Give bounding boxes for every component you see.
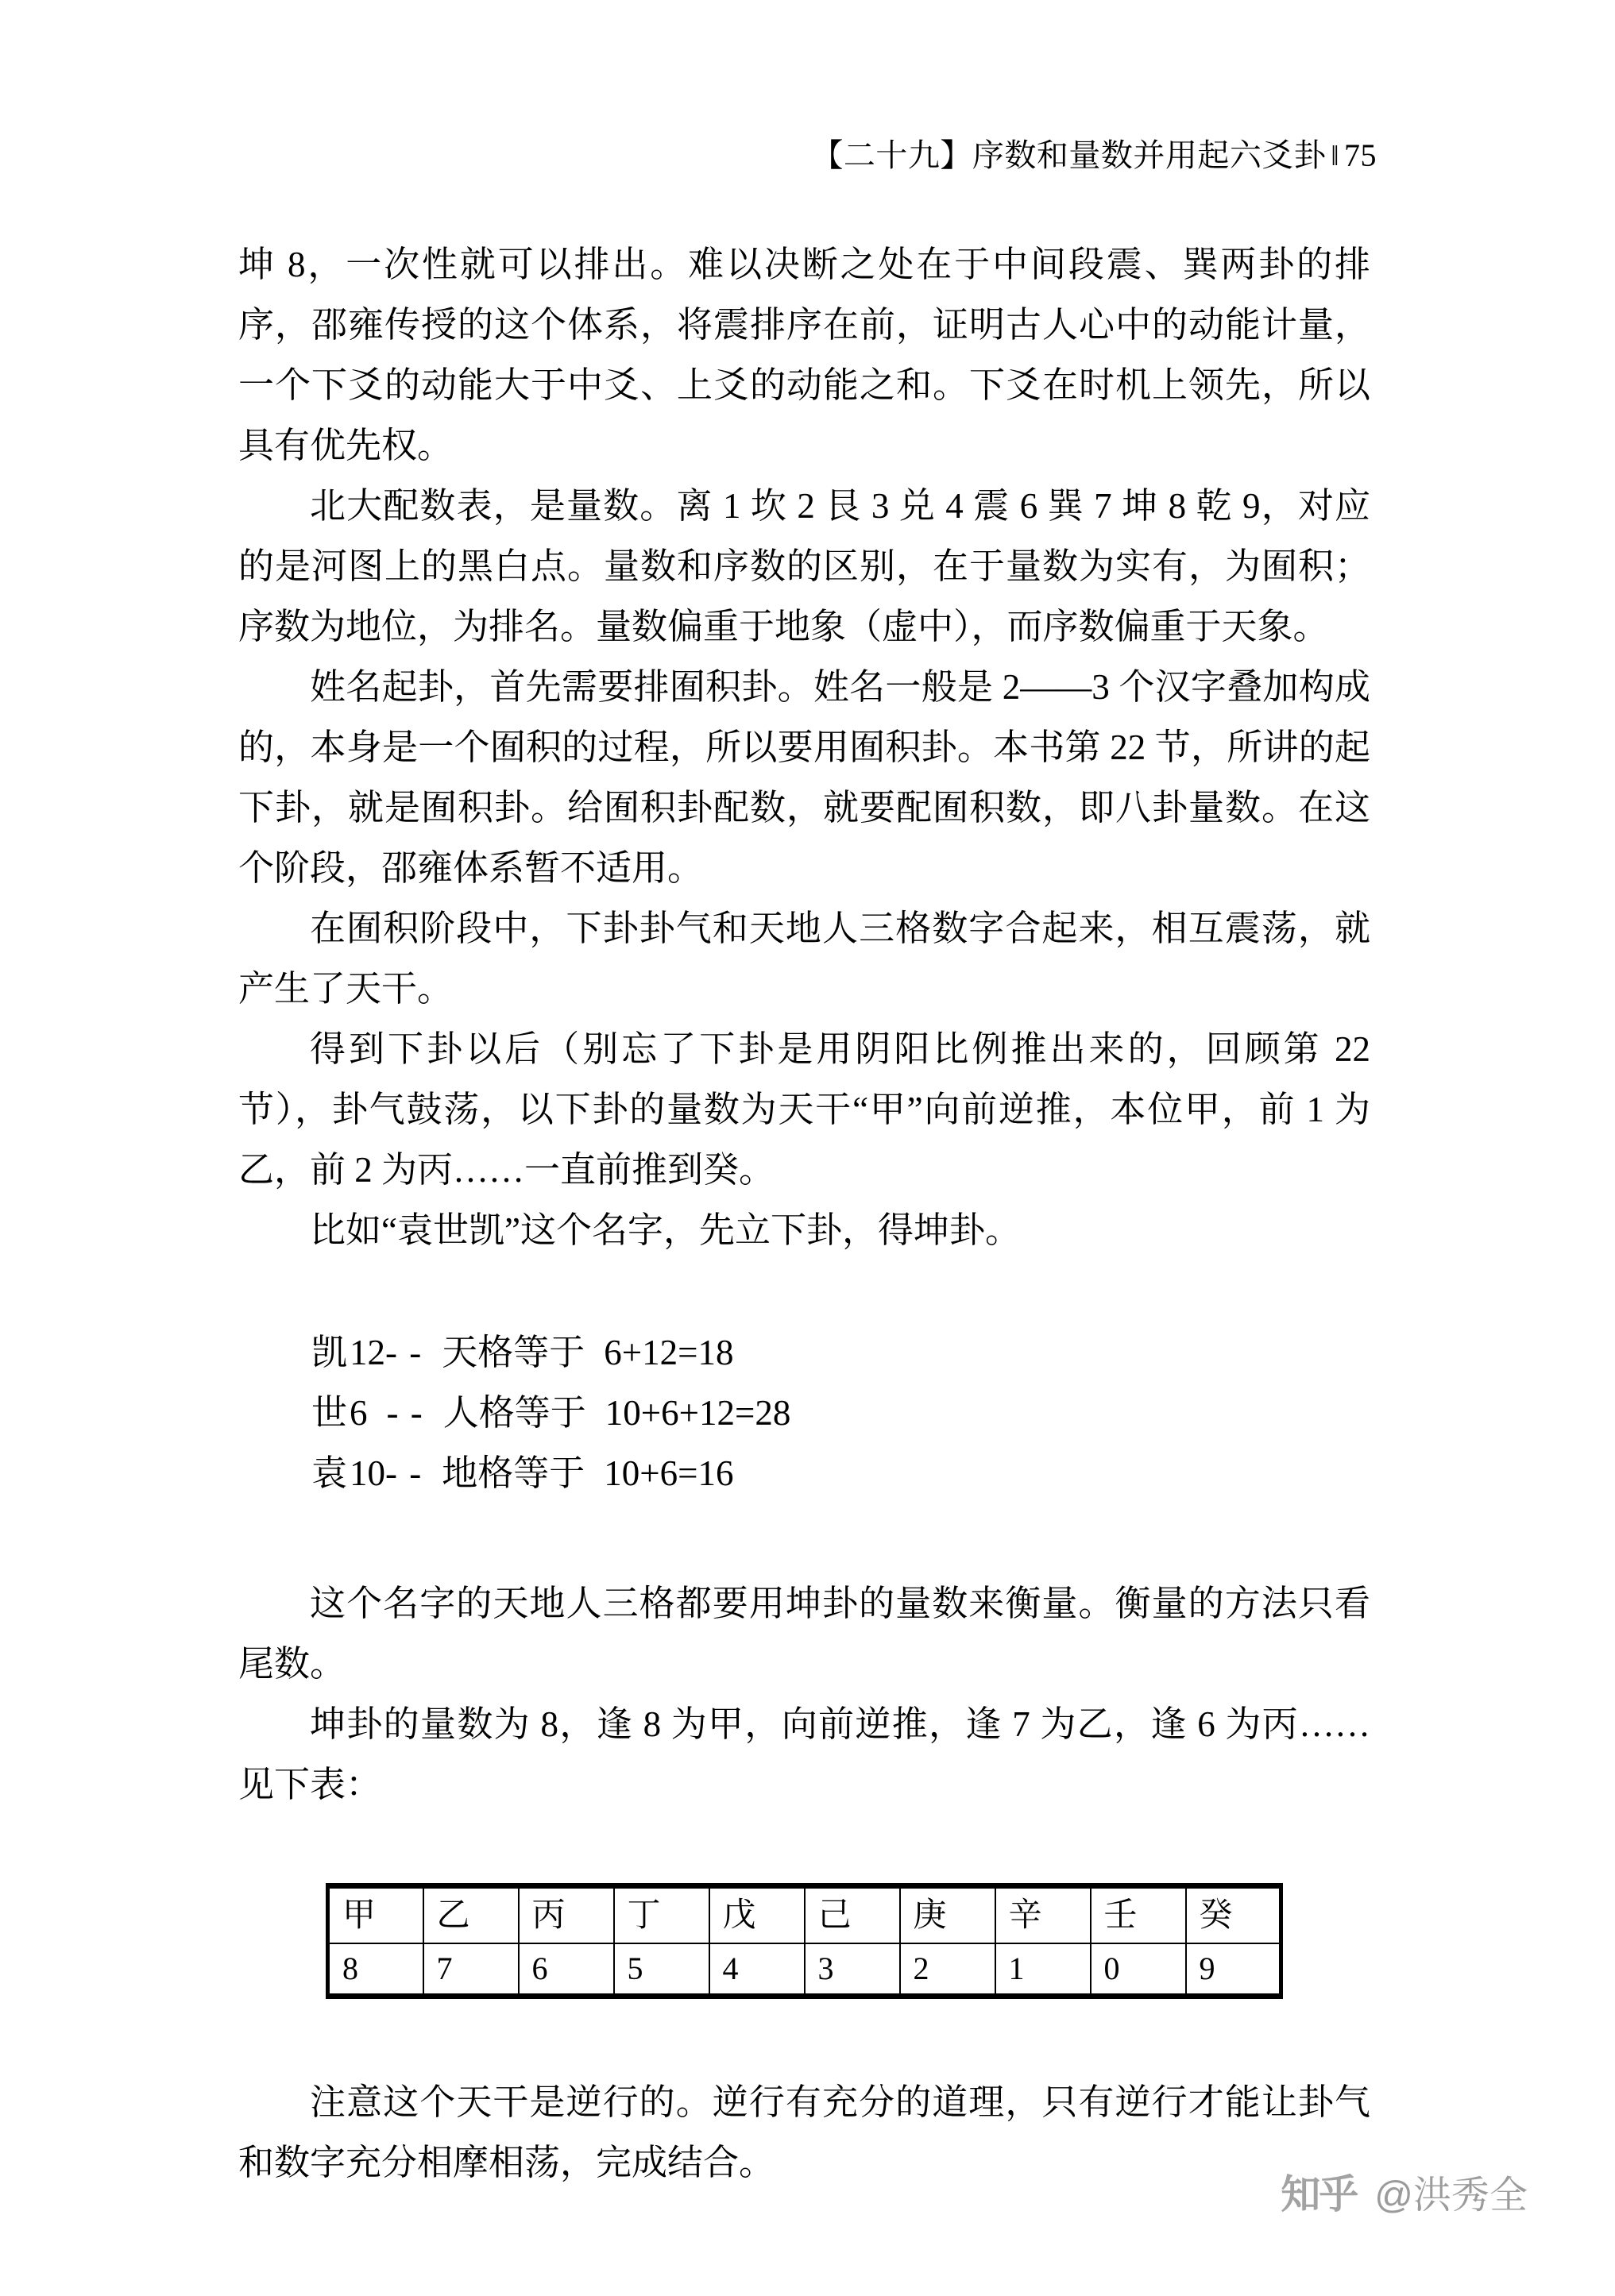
paragraph-7: 这个名字的天地人三格都要用坤卦的量数来衡量。衡量的方法只看尾数。: [238, 1584, 1370, 1684]
table-cell-stem: 壬: [1091, 1886, 1186, 1944]
example-character: 袁: [311, 1453, 348, 1493]
paragraph-2: 北大配数表，是量数。离 1 坎 2 艮 3 兑 4 震 6 巽 7 坤 8 乾 9，对应的是河图上的黑白点。量数和序数的区别，在于量数为实有，为囿积；序数为地位，为排名。量数偏重于地象（虚中），而序数偏重于天象。: [238, 486, 1370, 646]
table-row-values: [328, 1943, 1281, 1997]
example-line-2: [311, 1383, 1370, 1443]
example-line-3: [311, 1443, 1370, 1503]
example-value: 10: [350, 1453, 385, 1493]
example-line-1: [311, 1322, 1370, 1383]
paragraph-3: 姓名起卦，首先需要排囿积卦。姓名一般是 2——3 个汉字叠加构成的，本身是一个囿积的过程，所以要用囿积卦。本书第 22 节，所讲的起下卦，就是囿积卦。给囿积卦配数，就要配囿积数，即八卦量数。在这个阶段，邵雍体系暂不适用。: [238, 667, 1370, 888]
table-cell-value: 8: [328, 1943, 423, 1997]
paragraph-9: 注意这个天干是逆行的。逆行有充分的道理，只有逆行才能让卦气和数字充分相摩相荡，完成结合。: [238, 2082, 1370, 2182]
example-equation: 10+6=16: [604, 1453, 734, 1493]
example-dash: - -: [386, 1393, 424, 1433]
example-label: 天格等于: [442, 1333, 585, 1372]
table-cell-value: 2: [900, 1943, 995, 1997]
table-cell-value: 5: [614, 1943, 709, 1997]
table-cell-stem: 戊: [709, 1886, 805, 1944]
paragraph-1: 坤 8，一次性就可以排出。难以决断之处在于中间段震、巽两卦的排序，邵雍传授的这个体系，将震排序在前，证明古人心中的动能计量，一个下爻的动能大于中爻、上爻的动能之和。下爻在时机上领先，所以具有优先权。: [238, 245, 1370, 465]
stems-table-wrapper: [238, 1883, 1370, 1999]
table-cell-value: 4: [709, 1943, 805, 1997]
example-equation: 10+6+12=28: [605, 1393, 791, 1433]
zhihu-logo-icon: 知乎: [1281, 2172, 1358, 2217]
table-row-stems: [328, 1886, 1281, 1944]
table-cell-stem: 庚: [900, 1886, 995, 1944]
table-cell-stem: 丁: [614, 1886, 709, 1944]
table-cell-value: 0: [1091, 1943, 1186, 1997]
page-number: 75: [1344, 137, 1377, 173]
paragraph-5: 得到下卦以后（别忘了下卦是用阴阳比例推出来的，回顾第 22 节），卦气鼓荡，以下卦的量数为天干“甲”向前逆推，本位甲，前 1 为乙，前 2 为丙……一直前推到癸。: [238, 1029, 1370, 1190]
table-cell-value: 3: [805, 1943, 900, 1997]
body-column: [238, 234, 1370, 2193]
table-cell-value: 9: [1186, 1943, 1281, 1997]
heavenly-stems-table: [326, 1883, 1283, 1999]
running-head: [238, 137, 1377, 175]
table-cell-value: 1: [995, 1943, 1091, 1997]
paragraph-6: 比如“袁世凯”这个名字，先立下卦，得坤卦。: [310, 1210, 1021, 1250]
running-head-chapter: 【二十九】序数和量数并用起六爻卦: [811, 137, 1327, 173]
example-label: 地格等于: [442, 1453, 585, 1493]
example-value: 6: [350, 1393, 368, 1433]
watermark-handle: @洪秀全: [1374, 2174, 1528, 2217]
table-cell-stem: 辛: [995, 1886, 1091, 1944]
example-block: [311, 1322, 1370, 1503]
table-cell-stem: 乙: [423, 1886, 519, 1944]
table-cell-stem: 己: [805, 1886, 900, 1944]
table-cell-stem: 丙: [519, 1886, 614, 1944]
example-label: 人格等于: [442, 1393, 586, 1433]
example-value: 12: [350, 1333, 385, 1372]
table-cell-stem: 甲: [328, 1886, 423, 1944]
table-cell-value: 7: [423, 1943, 519, 1997]
table-cell-value: 6: [519, 1943, 614, 1997]
example-dash: - -: [385, 1333, 423, 1372]
running-head-separator: ‖: [1331, 140, 1339, 172]
table-cell-stem: 癸: [1186, 1886, 1281, 1944]
paragraph-4: 在囿积阶段中，下卦卦气和天地人三格数字合起来，相互震荡，就产生了天干。: [238, 909, 1370, 1009]
example-character: 凯: [311, 1333, 348, 1372]
watermark: [1281, 2163, 1528, 2220]
example-dash: - -: [385, 1453, 423, 1493]
example-equation: 6+12=18: [604, 1333, 734, 1372]
example-character: 世: [311, 1393, 348, 1433]
paragraph-8: 坤卦的量数为 8，逢 8 为甲，向前逆推，逢 7 为乙，逢 6 为丙……见下表：: [238, 1704, 1370, 1804]
